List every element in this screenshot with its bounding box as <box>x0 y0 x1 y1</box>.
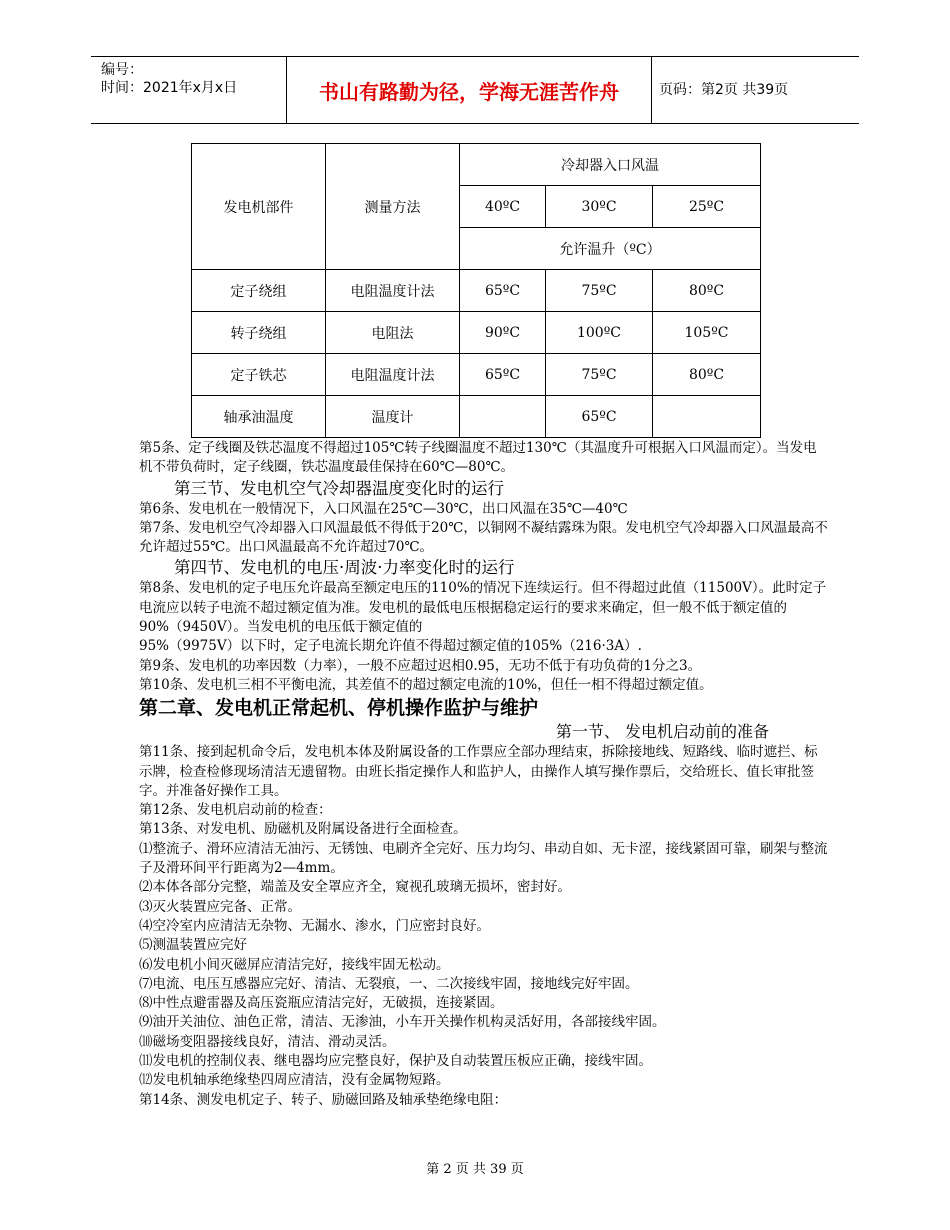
page-header <box>91 56 859 124</box>
table-row <box>192 270 761 312</box>
article-8: 第8条、发电机的定子电压允许最高至额定电压的110%的情况下连续运行。但不得超过此值（11500V）。此时定子电流应以转子电流不超过额定值为准。发电机的最低电压根据稳定运行的要求来确定，但一般不低于额定值的90%（9450V）。当发电机的电压低于额定值的 <box>139 580 827 636</box>
row-value: 65ºC <box>546 396 653 438</box>
row-value: 105ºC <box>653 312 761 354</box>
article-8-cont: 95%（9975V）以下时，定子电流长期允许值不得超过额定值的105%（216·3A）. <box>139 638 642 655</box>
list-item: ⑸测温装置应完好 <box>139 937 247 954</box>
article-5: 第5条、定子线圈及铁芯温度不得超过105℃转子线圈温度不超过130℃（其温度升可根据入口风温而定）。当发电机不带负荷时，定子线圈，铁芯温度最佳保持在60℃—80℃。 <box>139 440 817 476</box>
article-9: 第9条、发电机的功率因数（力率），一般不应超过迟相0.95，无功不低于有功负荷的1分之3。 <box>139 657 702 674</box>
row-method: 温度计 <box>326 396 460 438</box>
allow-rise-header: 允许温升（ºC） <box>460 228 761 270</box>
page-footer: 第 2 页 共 39 页 <box>426 1162 524 1177</box>
table-row <box>192 396 761 438</box>
list-item: ⑽磁场变阻器接线良好，清洁、滑动灵活。 <box>139 1033 396 1050</box>
list-item: ⑿发电机轴承绝缘垫四周应清洁，没有金属物短路。 <box>139 1072 450 1089</box>
row-method: 电阻法 <box>326 312 460 354</box>
list-item: ⑹发电机小间灭磁屏应清洁完好，接线牢固无松动。 <box>139 956 450 973</box>
article-10: 第10条、发电机三相不平衡电流，其差值不的超过额定电流的10%，但任一相不得超过额定值。 <box>139 676 713 693</box>
row-part: 转子绕组 <box>192 312 326 354</box>
list-item: ⑴整流子、滑环应清洁无油污、无锈蚀、电刷齐全完好、压力均匀、串动自如、无卡涩，接线紧固可靠，刷架与整流子及滑环间平行距离为2—4mm。 <box>139 840 828 877</box>
row-value: 80ºC <box>653 270 761 312</box>
list-item: ⑼油开关油位、油色正常，清洁、无渗油，小车开关操作机构灵活好用，各部接线牢固。 <box>139 1014 666 1031</box>
row-value: 90ºC <box>460 312 546 354</box>
temp-col: 40ºC <box>460 186 546 228</box>
article-7: 第7条、发电机空气冷却器入口风温最低不得低于20℃，以铜网不凝结露珠为限。发电机空气冷却器入口风温最高不允许超过55℃。出口风温最高不允许超过70℃。 <box>139 519 828 556</box>
row-value: 75ºC <box>546 354 653 396</box>
article-14: 第14条、测发电机定子、转子、励磁回路及轴承垫绝缘电阻： <box>139 1091 508 1108</box>
row-part: 轴承油温度 <box>192 396 326 438</box>
row-empty <box>460 396 546 438</box>
chapter-2-title: 第二章、发电机正常起机、停机操作监护与维护 <box>139 697 539 720</box>
temp-col: 25ºC <box>653 186 761 228</box>
article-13: 第13条、对发电机、励磁机及附属设备进行全面检查。 <box>139 821 467 838</box>
section-1-title: 第一节、 发电机启动前的准备 <box>555 722 769 742</box>
list-item: ⑻中性点避雷器及高压瓷瓶应清洁完好，无破损，连接紧固。 <box>139 995 504 1012</box>
col-part-header: 发电机部件 <box>192 144 326 270</box>
table-row <box>192 312 761 354</box>
row-value: 75ºC <box>546 270 653 312</box>
body-text <box>139 439 829 1110</box>
row-part: 定子绕组 <box>192 270 326 312</box>
article-11: 第11条、接到起机命令后，发电机本体及附属设备的工作票应全部办理结束，拆除接地线、短路线、临时遮拦、标示牌，检查检修现场清洁无遗留物。由班长指定操作人和监护人，由操作人填写操作票后，交给班长、值长审批签字。并准备好操作工具。 <box>139 744 818 799</box>
list-item: ⑷空冷室内应清洁无杂物、无漏水、渗水，门应密封良好。 <box>139 917 490 934</box>
article-6: 第6条、发电机在一般情况下，入口风温在25℃—30℃，出口风温在35℃—40℃ <box>139 500 628 517</box>
row-method: 电阻温度计法 <box>326 270 460 312</box>
header-page-info: 页码：第2页 共39页 <box>659 82 789 98</box>
inlet-temp-header: 冷却器入口风温 <box>460 144 761 186</box>
time-label: 时间：2021年x月x日 <box>101 80 238 96</box>
header-meta <box>101 61 237 97</box>
temperature-table <box>191 143 761 438</box>
article-12: 第12条、发电机启动前的检查： <box>139 802 332 819</box>
temp-col: 30ºC <box>546 186 653 228</box>
section-4-title: 第四节、发电机的电压·周波·力率变化时的运行 <box>174 558 515 578</box>
number-label: 编号： <box>101 62 143 78</box>
row-part: 定子铁芯 <box>192 354 326 396</box>
list-item: ⑶灭火装置应完备、正常。 <box>139 898 301 915</box>
row-value: 80ºC <box>653 354 761 396</box>
list-item: ⑵本体各部分完整，端盖及安全罩应齐全，窥视孔玻璃无损坏，密封好。 <box>139 879 571 896</box>
list-item: ⑾发电机的控制仪表、继电器均应完整良好，保护及自动装置压板应正确，接线牢固。 <box>139 1053 652 1070</box>
row-value: 100ºC <box>546 312 653 354</box>
row-empty <box>653 396 761 438</box>
table-row <box>192 354 761 396</box>
row-value: 65ºC <box>460 270 546 312</box>
list-item: ⑺电流、电压互感器应完好、清洁、无裂痕，一、二次接线牢固，接地线完好牢固。 <box>139 975 639 992</box>
row-value: 65ºC <box>460 354 546 396</box>
row-method: 电阻温度计法 <box>326 354 460 396</box>
section-3-title: 第三节、发电机空气冷却器温度变化时的运行 <box>174 478 504 498</box>
col-method-header: 测量方法 <box>326 144 460 270</box>
header-motto: 书山有路勤为径，学海无涯苦作舟 <box>286 57 652 123</box>
